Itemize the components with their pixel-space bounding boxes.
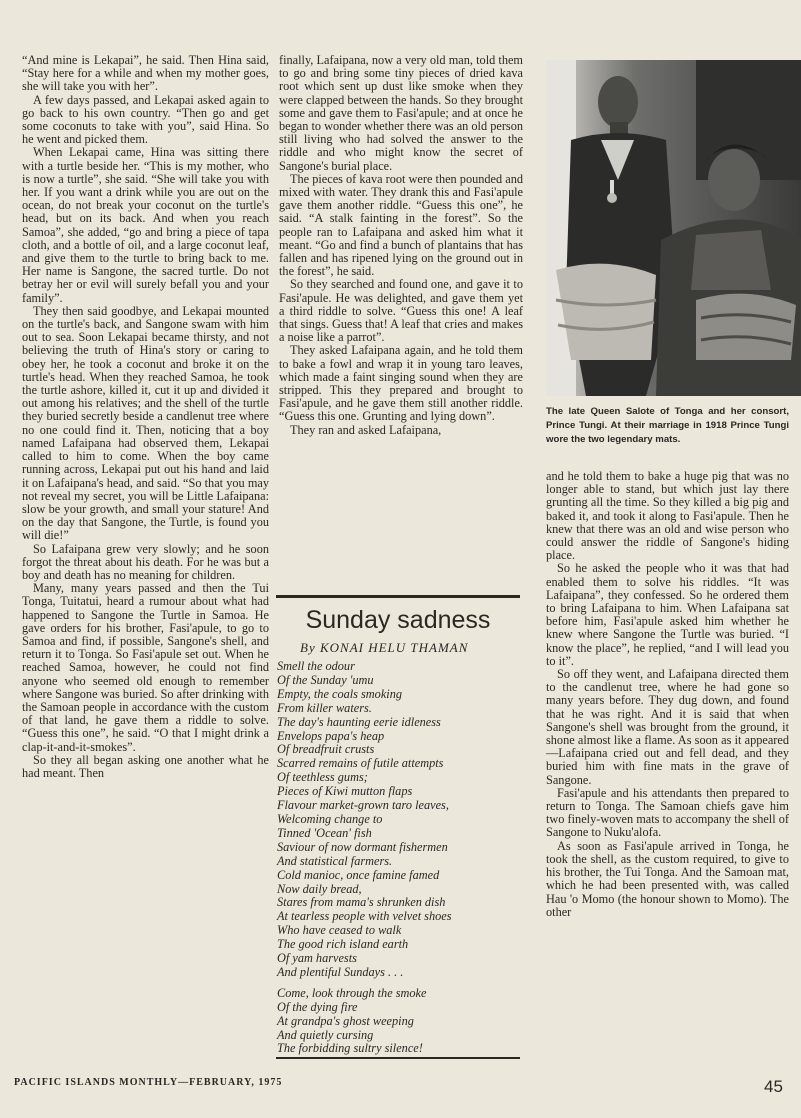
paragraph: They asked Lafaipana again, and he told them to bake a fowl and wrap it in young taro leaves, which made a faint singing sound when they are stripped. This they prepared and brought to Fasi'apule, and he gave them still another riddle. “Guess this one. Grunting and lying down”. <box>279 343 523 424</box>
paragraph: So they all began asking one another what he had meant. Then <box>22 752 269 780</box>
paragraph: They ran and asked Lafaipana, <box>290 422 442 437</box>
paragraph: The pieces of kava root were then pounded and mixed with water. They drank this and Fasi'apule gave them another riddle. “Guess this one”, he said. “A stalk fainting in the forest”. So the people ran to Lafaipana and asked him what it meant. “Go and find a bunch of plantains that has fallen and has ripened lying on the ground out in the forest”, he said. <box>279 171 523 279</box>
poem-byline: By KONAI HELU THAMAN <box>300 640 469 655</box>
article-column-3 <box>546 470 789 919</box>
paragraph: finally, Lafaipana, now a very old man, told them to go and bring some tiny pieces of dried kava root which sent up dust like smoke when they were clapped between the hands. So they brought some and gave them to Fasi'apule; and at once he began to wonder whether there was an old person still living who had solved the answer to the riddle and who might know the secret of Sangone's burial place. <box>279 53 523 173</box>
poem-line: Flavour market-grown taro leaves, <box>277 798 449 813</box>
poem-line: And quietly cursing <box>277 1027 374 1042</box>
photo-image <box>546 60 801 396</box>
poem-line: Welcoming change to <box>277 811 383 826</box>
poem-line: Of the dying fire <box>277 999 358 1014</box>
article-column-2 <box>279 54 523 437</box>
paragraph: and he told them to bake a huge pig that was no longer able to stand, but which just lay there grunting all the time. So they killed a big pig and baked it, and took it along to Fasi'apule. Then he knew that there was an old and wise person who could answer the riddle of Sangone's hiding place. <box>546 469 789 563</box>
poem-line: Cold manioc, once famine famed <box>277 867 440 882</box>
poem-title: Sunday sadness <box>305 606 491 634</box>
poem-line: Stares from mama's shrunken dish <box>277 895 446 910</box>
page-number: 45 <box>764 1077 783 1096</box>
paragraph: They then said goodbye, and Lekapai mounted on the turtle's back, and Sangone swam with him out to sea. Soon Lekapai became thirsty, and not believing the truth of Hina's story or caring to obey her, he took a coconut and broke it on the turtle's head. When they reached Samoa, he took the turtle ashore, killed it, cut it up and divided it out among his relatives; and the shell of the turtle they buried secretly beside a candlenut tree where no one could find it. Then, noticing that a boy named Lafaipana had observed them, Lekapai called to him to come. When the boy came running across, Lekapai put out his hand and laid it on Lafaipana's head, and said. “So that you may not reveal my secret, you will be Little Lafaipana: slow be your growth, and small your stature! And on the day that Sangone, the Turtle, is found you will die!” <box>22 303 269 543</box>
poem-line: The forbidding sultry silence! <box>277 1041 423 1056</box>
paragraph: So he asked the people who it was that had enabled them to solve his riddles. “It was Lafaipana”, they confessed. So he ordered them to bring Lafaipana to him. When Lafaipana sat before him, Fasi'apule asked him whether he knew where Sangone the Turtle was buried. “I know the place”, he replied, “and I will lead you to it”. <box>546 561 789 668</box>
poem-line: Scarred remains of futile attempts <box>277 756 444 771</box>
poem-line: Envelops papa's heap <box>277 728 385 743</box>
poem-bottom-rule <box>276 1057 520 1059</box>
paragraph: So they searched and found one, and gave it to Fasi'apule. He was delighted, and gave them yet a third riddle to solve. “Guess this one! A leaf that sings. Guess that! A leaf that cries and makes a noise like a parrot”. <box>279 277 523 345</box>
poem-line: Who have ceased to walk <box>277 923 402 938</box>
paragraph: “And mine is Lekapai”, he said. Then Hina said, “Stay here for a while and when my mother goes, she will take you with her”. <box>22 53 269 94</box>
poem-line: From killer waters. <box>277 700 372 715</box>
poem-line: Now daily bread, <box>277 881 362 896</box>
poem-stanza-2 <box>277 987 517 1057</box>
paragraph: A few days passed, and Lekapai asked again to go back to his own country. “Then go and get some coconuts to take with you”, said Hina. So he went and picked them. <box>22 92 269 147</box>
article-column-1 <box>22 54 269 780</box>
paragraph: When Lekapai came, Hina was sitting there with a turtle beside her. “This is my mother, who is now a turtle”, she said. “She will take you with her. If you want a drink while you are out on the ocean, do not break your coconut on the turtle's head, but on its back. And when you reach Samoa”, she added, “go and bring a piece of tapa cloth, and a bottle of oil, and a large coconut leaf, and give them to the turtle to bring back to me. Her name is Sangone, the sacred turtle. Do not betray her or evil will surely befall you and your family”. <box>22 145 269 305</box>
poem-line: At tearless people with velvet shoes <box>277 909 452 924</box>
poem-line: Empty, the coals smoking <box>277 686 402 701</box>
poem-body <box>277 660 517 1056</box>
poem-line: Tinned 'Ocean' fish <box>277 825 372 840</box>
poem-line: The good rich island earth <box>277 937 409 952</box>
poem-top-rule <box>276 595 520 598</box>
poem-line: Of teethless gums; <box>277 770 368 785</box>
poem-line: Pieces of Kiwi mutton flaps <box>277 784 413 799</box>
paragraph: As soon as Fasi'apule arrived in Tonga, he took the shell, as the custom required, to give to his brother, the Tui Tonga. And the Samoan mat, which he had been presented with, was called Hau 'o Momo (the honour shown to Momo). The other <box>546 838 789 919</box>
poem-line: Saviour of now dormant fishermen <box>277 839 448 854</box>
paragraph: Many, many years passed and then the Tui Tonga, Tuitatui, heard a rumour about what had happened to Sangone the Turtle in Samoa. He gave orders for his brother, Fasi'apule, to go to Samoa and find, if possible, Sangone's shell, and return it to Tonga. So Fasi'apule set out. When he reached Samoa, however, he could not find anyone who seemed old enough to remember where Sangone was buried. So after drinking with the Samoan people in accordance with the custom of that land, he gave them a riddle to solve. “Guess this one”, he said. “O that I might drink a clap-it-and-it-smokes”. <box>22 581 269 754</box>
page-footer: PACIFIC ISLANDS MONTHLY—FEBRUARY, 1975 <box>14 1077 283 1088</box>
poem-line: At grandpa's ghost weeping <box>277 1013 414 1028</box>
poem-line: The day's haunting eerie idleness <box>277 714 441 729</box>
poem-line: Of the Sunday 'umu <box>277 672 374 687</box>
poem-line: Of yam harvests <box>277 951 357 966</box>
poem-line: And plentiful Sundays . . . <box>277 964 404 979</box>
poem-line: Come, look through the smoke <box>277 985 427 1000</box>
poem-stanza-1 <box>277 660 517 980</box>
photo-caption: The late Queen Salote of Tonga and her consort, Prince Tungi. At their marriage in 1918 Prince Tungi wore the two legendary mats. <box>546 406 789 445</box>
paragraph: So Lafaipana grew very slowly; and he soon forgot the threat about his death. For he was but a boy and death has no meaning for children. <box>22 541 269 582</box>
poem-line: Smell the odour <box>277 659 355 673</box>
paragraph: Fasi'apule and his attendants then prepared to return to Tonga. The Samoan chiefs gave him two finely-woven mats to accompany the shell of Sangone to Nuku'alofa. <box>546 785 789 840</box>
photo-queen-salote-prince-tungi <box>546 60 801 396</box>
poem-line: Of breadfruit crusts <box>277 742 375 757</box>
paragraph: So off they went, and Lafaipana directed them to the candlenut tree, where he had gone so many years before. They dug down, and found that he was right. And it is said that when Sangone's shell was brought from the ground, it shone almost like a flame. As soon as it appeared —Lafaipana cried out and fell dead, and they buried him with fine mats in the grave of Sangone. <box>546 667 789 787</box>
poem-line: And statistical farmers. <box>277 853 393 868</box>
